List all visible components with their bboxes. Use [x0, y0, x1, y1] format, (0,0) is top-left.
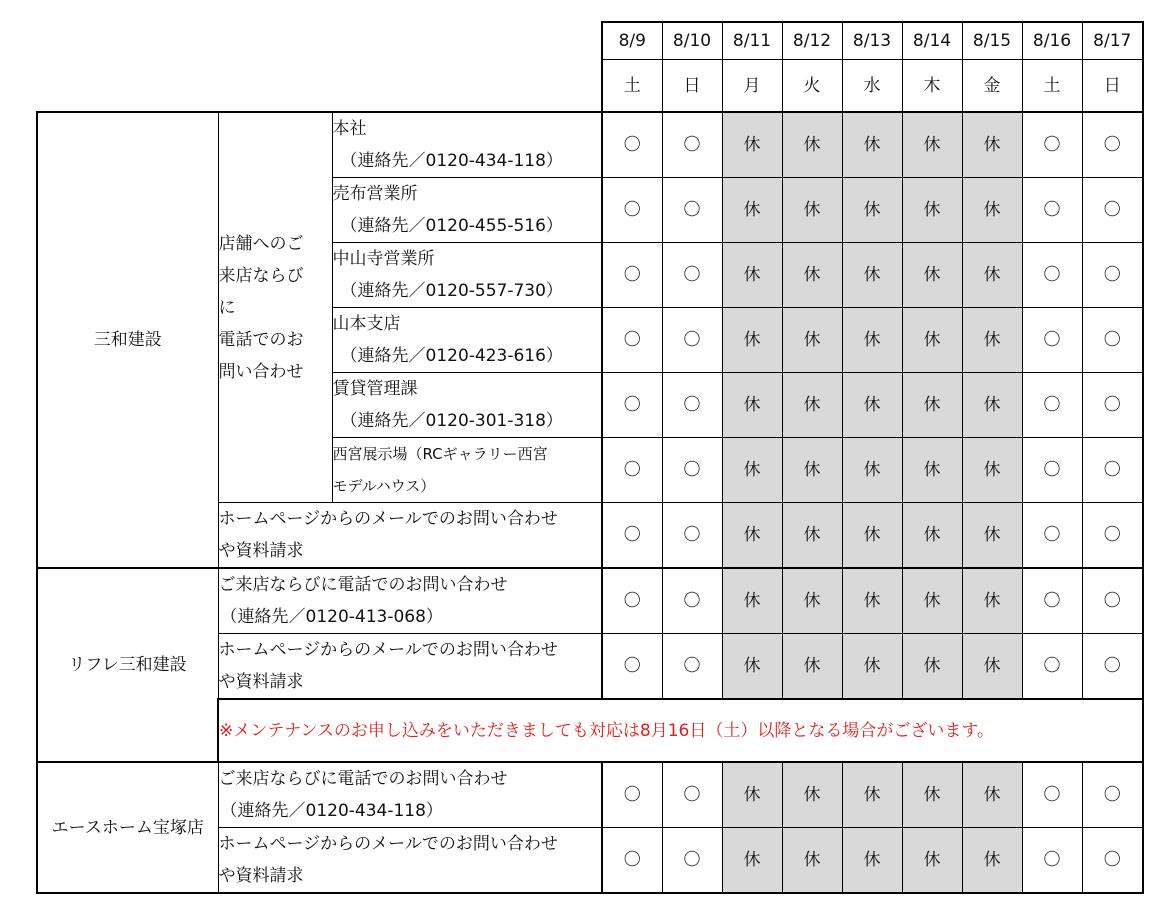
group-visit-phone: [218, 112, 332, 503]
open-mark: 〇: [1082, 634, 1143, 700]
mail-inquiry-line: ホームページからのメールでのお問い合わせ: [218, 834, 558, 854]
open-mark: 〇: [1022, 308, 1082, 373]
open-mark: 〇: [602, 112, 662, 178]
date-header: 8/12: [782, 22, 842, 60]
weekday-header: 木: [902, 60, 962, 113]
mail-inquiry-line: ホームページからのメールでのお問い合わせ: [218, 509, 558, 529]
closed-mark: 休: [902, 568, 962, 634]
open-mark: 〇: [1022, 112, 1082, 178]
closed-mark: 休: [902, 178, 962, 243]
closed-mark: 休: [782, 373, 842, 438]
open-mark: 〇: [1022, 828, 1082, 894]
location-name: 賃貸管理課: [332, 379, 418, 399]
closed-mark: 休: [842, 373, 902, 438]
company-reflet: リフレ三和建設: [37, 568, 218, 762]
open-mark: 〇: [1082, 762, 1143, 828]
open-mark: 〇: [1082, 178, 1143, 243]
open-mark: 〇: [602, 438, 662, 503]
closed-mark: 休: [722, 634, 782, 700]
closed-mark: 休: [902, 503, 962, 569]
closed-mark: 休: [782, 634, 842, 700]
closed-mark: 休: [782, 243, 842, 308]
closed-mark: 休: [842, 503, 902, 569]
closed-mark: 休: [722, 568, 782, 634]
open-mark: 〇: [662, 568, 722, 634]
location-contact: （連絡先／0120-434-118）: [340, 151, 563, 171]
open-mark: 〇: [1022, 438, 1082, 503]
open-mark: 〇: [1022, 243, 1082, 308]
open-mark: 〇: [662, 112, 722, 178]
closed-mark: 休: [902, 634, 962, 700]
open-mark: 〇: [602, 503, 662, 569]
closed-mark: 休: [902, 438, 962, 503]
location-cell: [332, 243, 602, 308]
open-mark: 〇: [662, 178, 722, 243]
weekday-header: 水: [842, 60, 902, 113]
closed-mark: 休: [962, 243, 1022, 308]
company-sanwa: 三和建設: [37, 112, 218, 568]
group-label-line: に: [218, 297, 236, 318]
open-mark: 〇: [662, 243, 722, 308]
closed-mark: 休: [722, 828, 782, 894]
mail-inquiry-cell: [218, 634, 602, 700]
closed-mark: 休: [962, 828, 1022, 894]
open-mark: 〇: [1082, 438, 1143, 503]
visit-contact: （連絡先／0120-413-068）: [220, 607, 443, 627]
open-mark: 〇: [1022, 503, 1082, 569]
weekday-header: 日: [1082, 60, 1143, 113]
date-header: 8/11: [722, 22, 782, 60]
open-mark: 〇: [1082, 828, 1143, 894]
location-name: 本社: [332, 119, 367, 139]
closed-mark: 休: [842, 568, 902, 634]
open-mark: 〇: [1022, 762, 1082, 828]
open-mark: 〇: [602, 828, 662, 894]
closed-mark: 休: [902, 308, 962, 373]
closed-mark: 休: [782, 178, 842, 243]
closed-mark: 休: [842, 828, 902, 894]
closed-mark: 休: [842, 762, 902, 828]
closed-mark: 休: [962, 112, 1022, 178]
visit-contact: （連絡先／0120-434-118）: [220, 801, 443, 821]
open-mark: 〇: [1082, 373, 1143, 438]
mail-inquiry-line: や資料請求: [218, 866, 304, 886]
date-header: 8/13: [842, 22, 902, 60]
closed-mark: 休: [842, 634, 902, 700]
open-mark: 〇: [1022, 178, 1082, 243]
open-mark: 〇: [1082, 503, 1143, 569]
closed-mark: 休: [962, 373, 1022, 438]
open-mark: 〇: [1082, 112, 1143, 178]
date-header: 8/9: [602, 22, 662, 60]
closed-mark: 休: [782, 568, 842, 634]
location-name: 山本支店: [332, 314, 401, 334]
open-mark: 〇: [602, 634, 662, 700]
closed-mark: 休: [962, 634, 1022, 700]
open-mark: 〇: [1022, 373, 1082, 438]
closed-mark: 休: [722, 178, 782, 243]
weekday-header: 月: [722, 60, 782, 113]
closed-mark: 休: [902, 762, 962, 828]
location-cell: [332, 308, 602, 373]
closed-mark: 休: [722, 112, 782, 178]
weekday-header: 土: [602, 60, 662, 113]
open-mark: 〇: [662, 373, 722, 438]
date-header: 8/14: [902, 22, 962, 60]
closed-mark: 休: [782, 503, 842, 569]
open-mark: 〇: [602, 373, 662, 438]
location-name: 中山寺営業所: [332, 249, 435, 269]
closed-mark: 休: [902, 243, 962, 308]
closed-mark: 休: [842, 178, 902, 243]
company-acehome: エースホーム宝塚店: [37, 762, 218, 893]
visit-inquiry-line: ご来店ならびに電話でのお問い合わせ: [218, 575, 508, 595]
open-mark: 〇: [662, 503, 722, 569]
weekday-header: 土: [1022, 60, 1082, 113]
closed-mark: 休: [842, 112, 902, 178]
closed-mark: 休: [962, 308, 1022, 373]
closed-mark: 休: [962, 503, 1022, 569]
weekday-header: 金: [962, 60, 1022, 113]
open-mark: 〇: [1022, 634, 1082, 700]
group-label-line: 店舗へのご: [218, 233, 304, 254]
date-header: 8/16: [1022, 22, 1082, 60]
closed-mark: 休: [842, 308, 902, 373]
open-mark: 〇: [662, 438, 722, 503]
mail-inquiry-line: や資料請求: [218, 541, 304, 561]
weekday-header: 日: [662, 60, 722, 113]
closed-mark: 休: [962, 178, 1022, 243]
location-contact: （連絡先／0120-423-616）: [340, 346, 563, 366]
maintenance-note: ※メンテナンスのお申し込みをいただきましても対応は8月16日（土）以降となる場合がございます。: [218, 699, 1143, 762]
visit-inquiry-cell: [218, 762, 602, 828]
closed-mark: 休: [902, 112, 962, 178]
location-name: 売布営業所: [332, 184, 418, 204]
mail-inquiry-cell: [218, 503, 602, 569]
closed-mark: 休: [842, 438, 902, 503]
open-mark: 〇: [602, 308, 662, 373]
location-contact: （連絡先／0120-301-318）: [340, 411, 563, 431]
closed-mark: 休: [782, 828, 842, 894]
open-mark: 〇: [1022, 568, 1082, 634]
open-mark: 〇: [1082, 308, 1143, 373]
closed-mark: 休: [782, 308, 842, 373]
location-cell: [332, 438, 602, 503]
closed-mark: 休: [962, 762, 1022, 828]
open-mark: 〇: [662, 828, 722, 894]
group-label-line: 電話でのお: [218, 329, 304, 350]
location-name: 西宮展示場（RCギャラリー西宮: [332, 445, 548, 463]
closed-mark: 休: [962, 568, 1022, 634]
closed-mark: 休: [842, 243, 902, 308]
closed-mark: 休: [722, 438, 782, 503]
location-contact: モデルハウス）: [332, 477, 436, 495]
open-mark: 〇: [662, 762, 722, 828]
location-cell: [332, 178, 602, 243]
group-label-line: 問い合わせ: [218, 361, 304, 382]
open-mark: 〇: [1082, 568, 1143, 634]
closed-mark: 休: [722, 243, 782, 308]
holiday-schedule-table: [36, 21, 1144, 894]
location-contact: （連絡先／0120-557-730）: [340, 281, 563, 301]
mail-inquiry-line: ホームページからのメールでのお問い合わせ: [218, 640, 558, 660]
location-contact: （連絡先／0120-455-516）: [340, 216, 563, 236]
closed-mark: 休: [902, 373, 962, 438]
open-mark: 〇: [602, 568, 662, 634]
closed-mark: 休: [782, 762, 842, 828]
weekday-header: 火: [782, 60, 842, 113]
date-header: 8/15: [962, 22, 1022, 60]
date-header: 8/17: [1082, 22, 1143, 60]
open-mark: 〇: [602, 762, 662, 828]
mail-inquiry-cell: [218, 828, 602, 894]
open-mark: 〇: [1082, 243, 1143, 308]
date-header: 8/10: [662, 22, 722, 60]
group-label-line: 来店ならび: [218, 265, 304, 286]
closed-mark: 休: [782, 438, 842, 503]
closed-mark: 休: [722, 503, 782, 569]
visit-inquiry-cell: [218, 568, 602, 634]
open-mark: 〇: [602, 243, 662, 308]
mail-inquiry-line: や資料請求: [218, 672, 304, 692]
open-mark: 〇: [662, 308, 722, 373]
location-cell: [332, 373, 602, 438]
closed-mark: 休: [902, 828, 962, 894]
location-cell: [332, 112, 602, 178]
closed-mark: 休: [782, 112, 842, 178]
closed-mark: 休: [722, 762, 782, 828]
closed-mark: 休: [722, 308, 782, 373]
open-mark: 〇: [662, 634, 722, 700]
closed-mark: 休: [722, 373, 782, 438]
closed-mark: 休: [962, 438, 1022, 503]
open-mark: 〇: [602, 178, 662, 243]
visit-inquiry-line: ご来店ならびに電話でのお問い合わせ: [218, 769, 508, 789]
